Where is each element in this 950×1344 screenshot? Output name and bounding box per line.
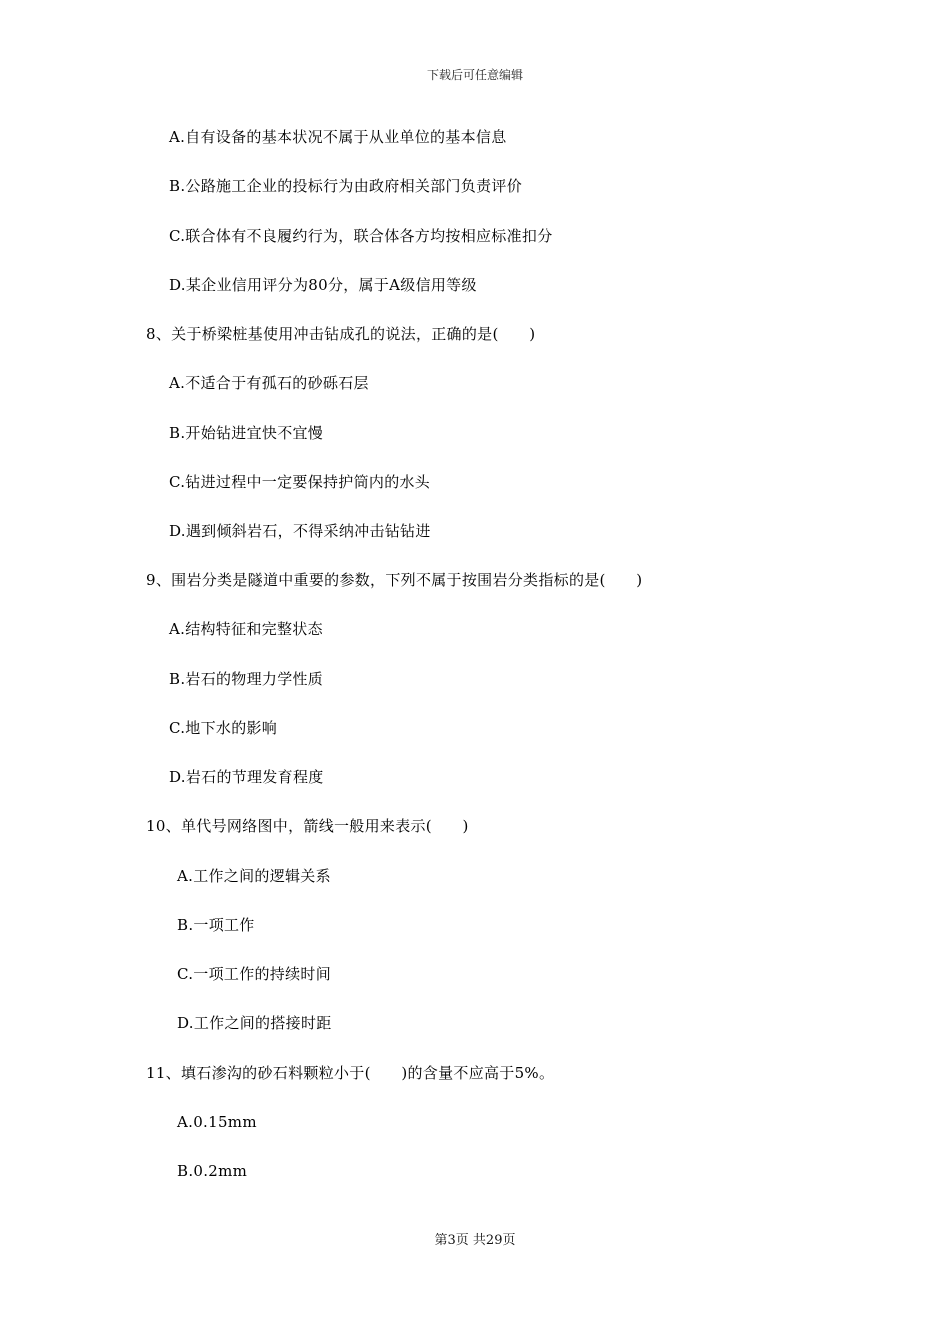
question-stem: 10、单代号网络图中，箭线一般用来表示( ) xyxy=(146,817,469,835)
question-stem: 11、填石渗沟的砂石料颗粒小于( )的含量不应高于5%。 xyxy=(146,1064,555,1082)
option-line: C.联合体有不良履约行为，联合体各方均按相应标准扣分 xyxy=(169,227,553,245)
option-line: A.0.15mm xyxy=(177,1113,257,1131)
option-line: B.0.2mm xyxy=(177,1162,248,1180)
option-line: C.钻进过程中一定要保持护筒内的水头 xyxy=(169,473,431,491)
page-header-note: 下载后可任意编辑 xyxy=(426,68,523,82)
option-line: C.地下水的影响 xyxy=(169,719,278,737)
option-line: D.遇到倾斜岩石，不得采纳冲击钻钻进 xyxy=(169,522,431,540)
option-line: A.自有设备的基本状况不属于从业单位的基本信息 xyxy=(169,128,507,146)
option-line: A.结构特征和完整状态 xyxy=(169,620,323,638)
option-line: C.一项工作的持续时间 xyxy=(177,965,332,983)
option-line: B.公路施工企业的投标行为由政府相关部门负责评价 xyxy=(169,177,522,195)
question-stem: 8、关于桥梁桩基使用冲击钻成孔的说法，正确的是( ) xyxy=(146,325,536,343)
option-line: B.一项工作 xyxy=(177,916,255,934)
question-stem: 9、围岩分类是隧道中重要的参数，下列不属于按围岩分类指标的是( ) xyxy=(146,571,643,589)
option-line: A.工作之间的逻辑关系 xyxy=(177,867,331,885)
option-line: D.某企业信用评分为80分，属于A级信用等级 xyxy=(169,276,477,294)
page-number: 第3页 共29页 xyxy=(434,1233,516,1248)
option-line: D.工作之间的搭接时距 xyxy=(177,1014,332,1032)
option-line: B.岩石的物理力学性质 xyxy=(169,670,324,688)
option-line: D.岩石的节理发育程度 xyxy=(169,768,324,786)
option-line: B.开始钻进宜快不宜慢 xyxy=(169,424,324,442)
option-line: A.不适合于有孤石的砂砾石层 xyxy=(169,374,369,392)
